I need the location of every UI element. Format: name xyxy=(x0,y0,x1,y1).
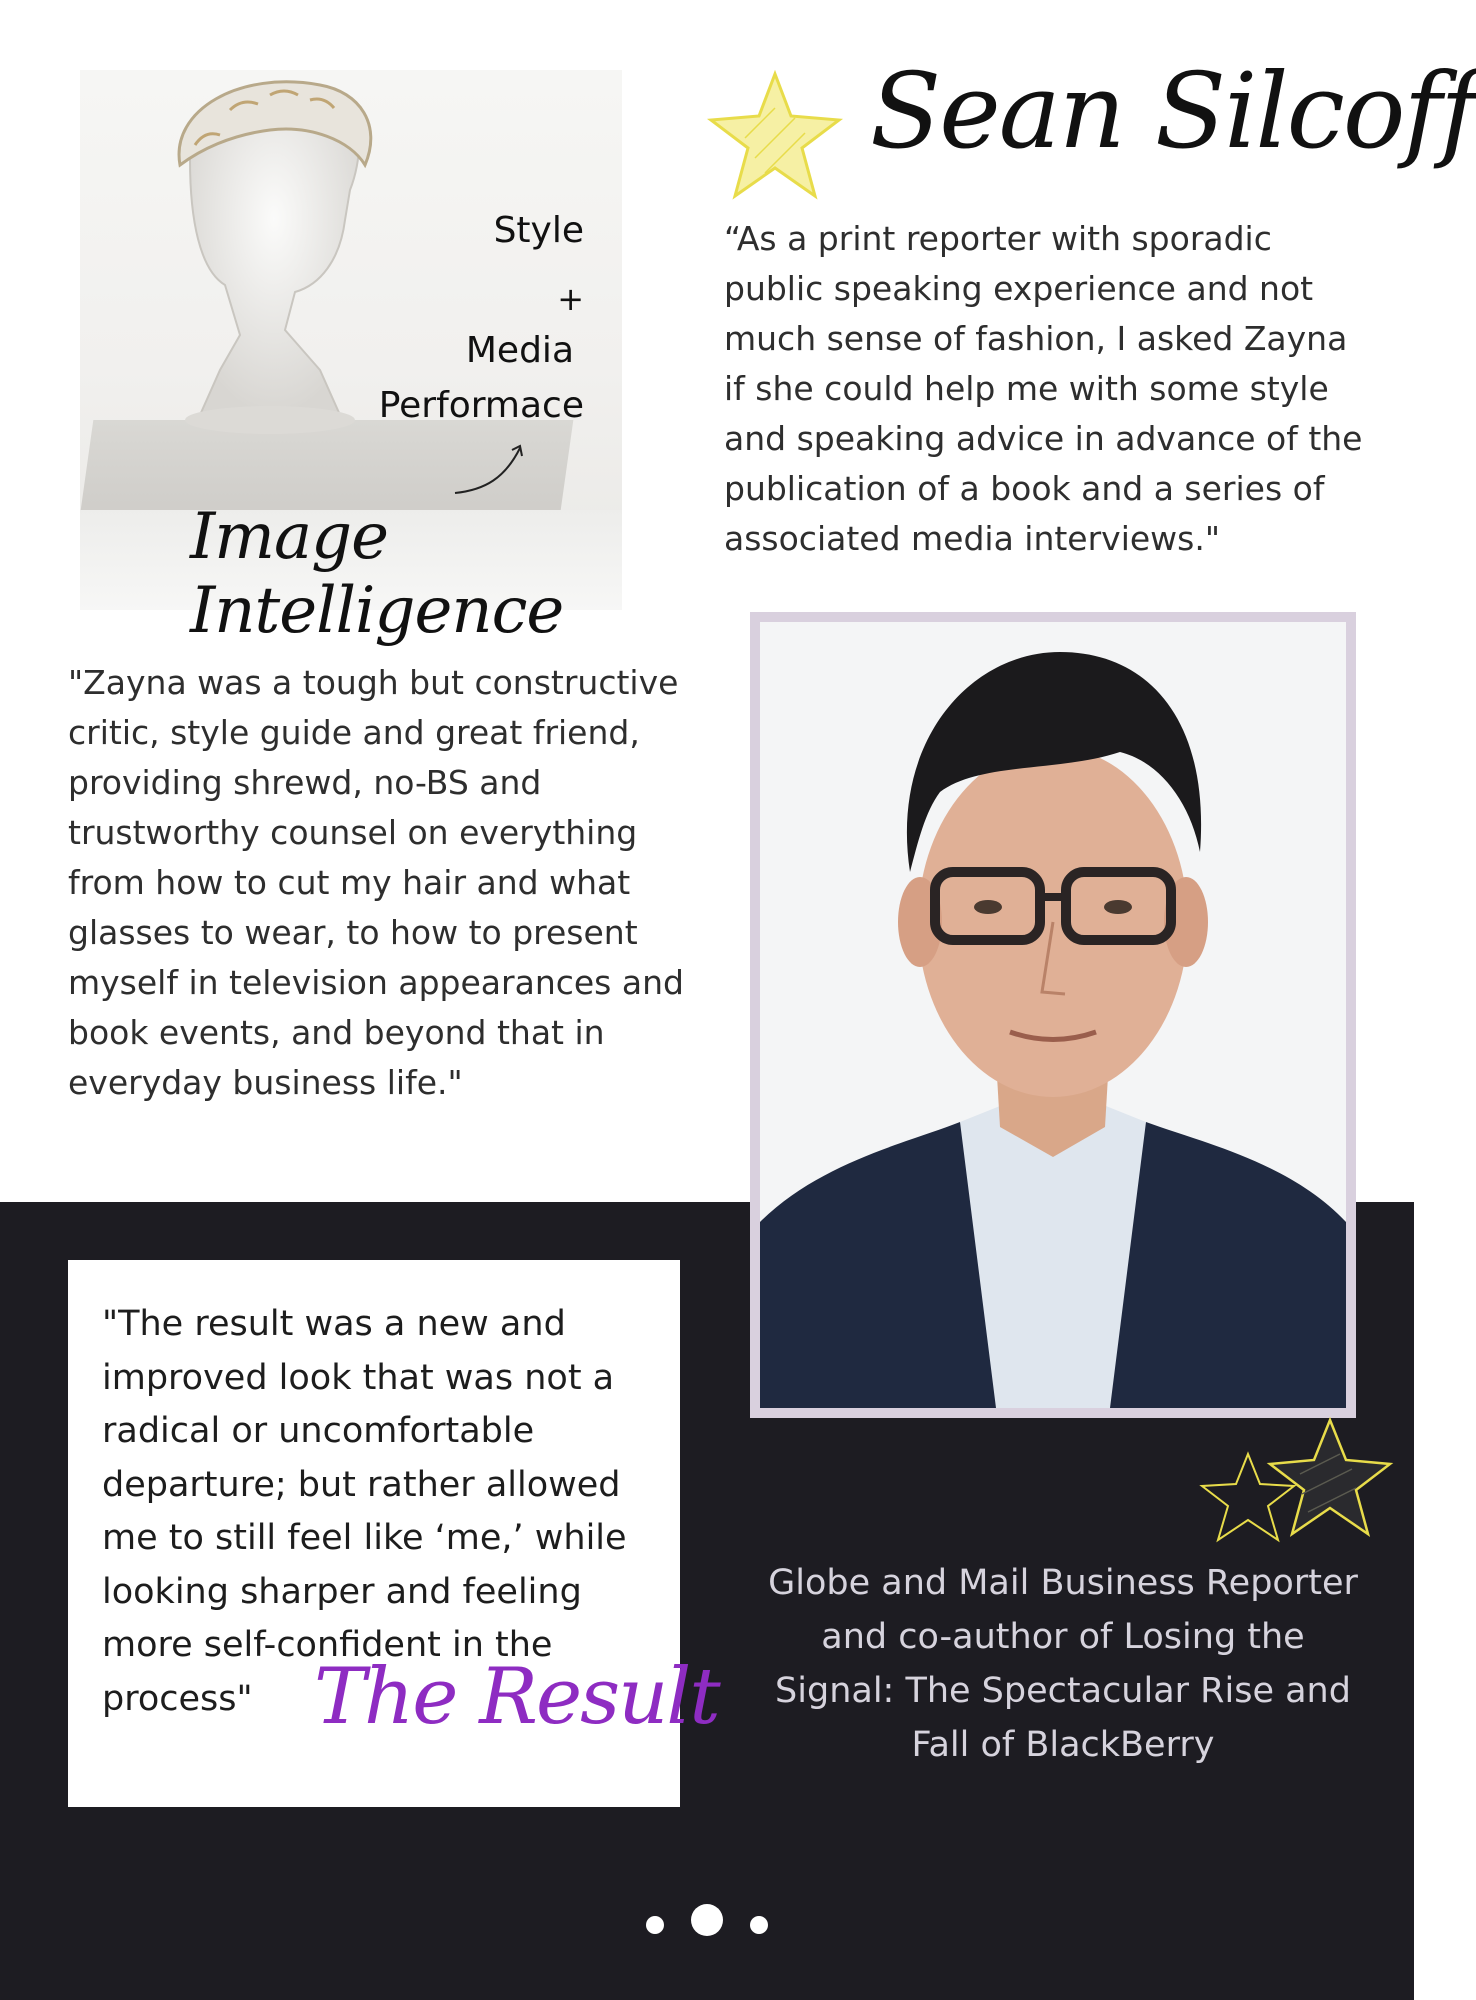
image-intelligence-script-title: Image Intelligence xyxy=(190,500,564,648)
result-signature: The Result xyxy=(314,1652,719,1742)
portrait-frame xyxy=(750,612,1356,1418)
hero-tag-style: Style xyxy=(493,210,584,251)
double-star-icon xyxy=(1190,1414,1400,1564)
page-dot-2-current[interactable] xyxy=(691,1904,723,1936)
yellow-star-icon xyxy=(705,68,845,204)
page-dot-3[interactable] xyxy=(750,1916,768,1934)
portrait-photo xyxy=(760,622,1346,1408)
arrow-curve-icon xyxy=(450,438,530,498)
hero-tag-plus: + xyxy=(557,280,584,318)
person-name-heading: Sean Silcoff xyxy=(870,50,1476,172)
testimonial-quote-body: "Zayna was a tough but constructive critic, style guide and great friend, providing shrewd, no-BS and trustworthy counsel on everything from how to cut my hair and what glasses to wear, to how to present myself in television appearances and book events, and beyond that in everyday business life." xyxy=(68,663,684,1102)
hero-tag-performace: Performace xyxy=(378,385,584,426)
testimonial-quote-intro: “As a print reporter with sporadic public speaking experience and not much sense of fashion, I asked Zayna if she could help me with some style and speaking advice in advance of the publication of a book and a series of associated media interviews." xyxy=(724,219,1363,558)
hero-tag-media: Media xyxy=(465,330,574,371)
pagination-dots xyxy=(0,1900,1414,1940)
image-intelligence-logo-card xyxy=(80,70,622,648)
page-dot-1[interactable] xyxy=(646,1916,664,1934)
result-quote-card xyxy=(68,1260,719,1807)
result-quote-text: "The result was a new and improved look that was not a radical or uncomfortable departure; but rather allowed me to still feel like ‘me,’ while looking sharper and feeling more self-confident in the process" xyxy=(102,1304,627,1719)
author-credit-text: Globe and Mail Business Reporter and co-author of Losing the Signal: The Spectacular Rise and Fall of BlackBerry xyxy=(768,1563,1358,1765)
